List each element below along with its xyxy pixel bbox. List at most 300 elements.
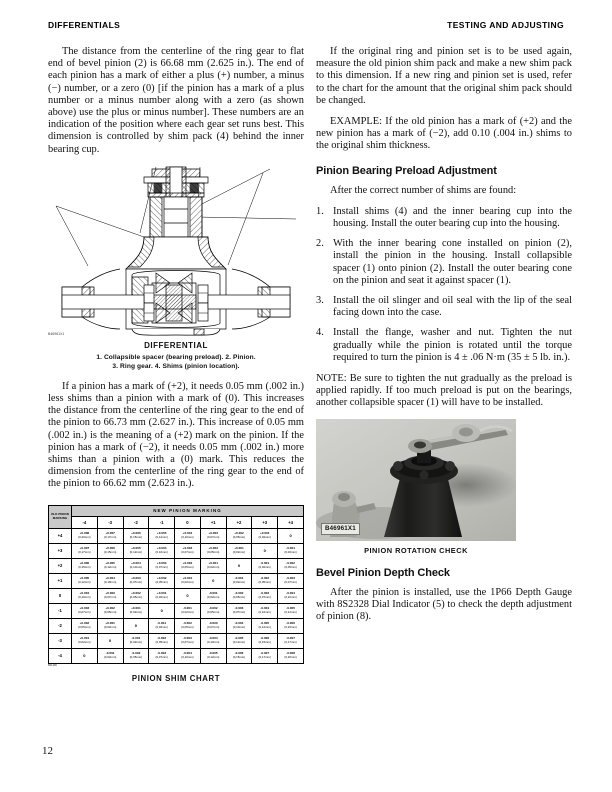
shim-chart-cell	[226, 573, 252, 588]
shim-chart-cell	[123, 603, 149, 618]
shim-chart-cell	[97, 633, 123, 648]
shim-chart-cell	[252, 618, 278, 633]
shim-chart-cell	[97, 588, 123, 603]
shim-cell-inches: 0	[109, 637, 112, 643]
shim-chart-cell	[149, 573, 175, 588]
shim-cell-mm: (0,05mm)	[232, 534, 246, 539]
shim-cell-mm: (0,07mm)	[155, 564, 168, 569]
shim-cell-inches: +0.008	[79, 531, 90, 536]
shim-cell-mm: (0,10mm)	[155, 549, 168, 554]
shim-chart-group-header: NEW PINION MARKING	[72, 505, 304, 516]
shim-cell-mm: (0,02mm)	[284, 549, 297, 554]
shim-chart-col-header-2: -2	[123, 516, 149, 528]
shim-chart-cell	[72, 618, 98, 633]
shim-cell-inches: -0.001	[183, 606, 192, 611]
shim-chart-cell	[200, 648, 226, 663]
shim-cell-mm: (0,05mm)	[207, 549, 220, 554]
shim-cell-inches: +0.003	[79, 606, 90, 611]
shim-cell-inches: +0.004	[105, 576, 115, 581]
shim-cell-mm: (0,12mm)	[155, 534, 168, 539]
shim-chart-body	[49, 528, 304, 663]
shim-chart-cell	[123, 558, 149, 573]
differential-cross-section-figure	[48, 165, 304, 337]
shim-cell-mm: (0,02mm)	[78, 639, 91, 644]
shim-chart-cell	[226, 633, 252, 648]
shim-cell-inches: +0.001	[208, 561, 218, 566]
shim-cell-inches: 0	[83, 652, 86, 658]
shim-chart-cell	[252, 528, 278, 543]
right-paragraph-example: EXAMPLE: If the old pinion has a mark of (+2) and the new pinion has a mark of (−2), add 0.10 (.004 in.) shims to the original shim thickness.	[316, 116, 572, 152]
shim-chart-col-header-7: +3	[252, 516, 278, 528]
shim-chart-cell	[278, 633, 304, 648]
figure-legend-line-2: 3. Ring gear. 4. Shims (pinion location).	[112, 362, 240, 370]
shim-chart-row	[49, 528, 304, 543]
shim-cell-mm: (0,07mm)	[258, 594, 271, 599]
shim-cell-mm: (0,02mm)	[207, 594, 220, 599]
shim-chart-row	[49, 633, 304, 648]
shim-cell-mm: (0,05mm)	[258, 579, 271, 584]
right-paragraph-4: After the pinion is installed, use the 1P66 Depth Gauge with 8S2328 Dial Indicator (5) to check the depth adjustment of pinion (8).	[316, 586, 572, 623]
shim-cell-mm: (0,07mm)	[78, 609, 91, 614]
shim-chart-row	[49, 543, 304, 558]
shim-cell-inches: -0.001	[131, 636, 141, 641]
shim-cell-inches: -0.003	[208, 621, 218, 626]
shim-cell-mm: (0,07mm)	[181, 639, 194, 644]
shim-cell-inches: -0.005	[260, 621, 270, 626]
preload-note: NOTE: Be sure to tighten the nut gradually as the preload is applied rapidly. If too much preload is put on the bearings, another collapsible spacer (1) will have to be installed.	[316, 373, 572, 409]
shim-cell-mm: (0,07mm)	[207, 624, 220, 629]
shim-cell-inches: -0.004	[234, 621, 244, 626]
shim-chart-row	[49, 648, 304, 663]
shim-chart-cell	[252, 603, 278, 618]
shim-cell-inches: 0	[134, 622, 138, 628]
shim-cell-mm: (0,10mm)	[103, 579, 117, 584]
shim-cell-inches: -0.006	[234, 651, 244, 656]
shim-cell-inches: +0.005	[156, 531, 167, 536]
shim-cell-mm: (0,10mm)	[232, 624, 246, 629]
shim-chart-corner-label: OLD PINION MARKING	[49, 505, 72, 528]
shim-chart-cell	[252, 648, 278, 663]
shim-chart-cell	[252, 558, 278, 573]
figure-legend	[48, 353, 304, 371]
shim-cell-inches: -0.003	[157, 651, 167, 656]
shim-chart-cell	[149, 648, 175, 663]
shim-chart-row-header-3: +1	[49, 573, 72, 588]
shim-cell-mm: (0,02mm)	[258, 534, 271, 539]
shim-chart-col-header-5: +1	[200, 516, 226, 528]
shim-chart-cell	[97, 543, 123, 558]
shim-chart-cell	[278, 528, 304, 543]
right-paragraph-3: After the correct number of shims are found:	[330, 184, 517, 196]
shim-chart-cell	[149, 558, 175, 573]
shim-cell-inches: -0.002	[286, 561, 295, 566]
shim-chart-row-header-8: -4	[49, 648, 72, 663]
shim-cell-inches: +0.002	[234, 531, 244, 536]
shim-chart-cell	[72, 558, 98, 573]
shim-chart-cell	[149, 603, 175, 618]
figure-image-id: B46961X1	[48, 331, 65, 336]
shim-chart-row	[49, 588, 304, 603]
shim-cell-mm: (0,10mm)	[78, 594, 91, 599]
shim-chart-row-header-1: +3	[49, 543, 72, 558]
shim-cell-inches: +0.001	[131, 606, 141, 611]
shim-chart-cell	[226, 588, 252, 603]
shim-chart-cell	[252, 588, 278, 603]
shim-cell-inches: -0.002	[208, 606, 218, 611]
shim-cell-mm: (0,10mm)	[258, 609, 271, 614]
shim-cell-inches: -0.004	[286, 591, 295, 596]
heading-bevel-pinion-depth-check: Bevel Pinion Depth Check	[316, 566, 450, 579]
shim-cell-mm: (0,15mm)	[258, 639, 271, 644]
shim-cell-mm: (0,10mm)	[181, 654, 194, 659]
shim-cell-inches: -0.003	[286, 576, 295, 581]
shim-chart-caption: PINION SHIM CHART	[131, 673, 221, 683]
shim-chart-cell	[72, 543, 98, 558]
shim-cell-mm: (0,15mm)	[103, 549, 117, 554]
shim-chart-cell	[200, 588, 226, 603]
shim-chart-cell	[123, 648, 149, 663]
shim-chart-cell	[200, 633, 226, 648]
shim-cell-mm: (0,05mm)	[232, 594, 246, 599]
shim-cell-inches: -0.001	[105, 651, 115, 656]
shim-chart-cell	[149, 618, 175, 633]
shim-chart-row	[49, 573, 304, 588]
running-head-left: DIFFERENTIALS	[48, 20, 121, 30]
shim-cell-inches: -0.003	[183, 636, 192, 641]
shim-chart-cell	[149, 528, 175, 543]
shim-cell-mm: (0,10mm)	[181, 534, 194, 539]
shim-cell-inches: +0.002	[105, 606, 115, 611]
shim-chart-cell	[252, 633, 278, 648]
shim-cell-mm: (0,05mm)	[181, 624, 194, 629]
shim-chart-col-header-0: -4	[72, 516, 98, 528]
shim-cell-mm: (0,12mm)	[78, 579, 91, 584]
left-paragraph-1: The distance from the centerline of the ring gear to flat end of bevel pinion (2) is 66.68 mm (2.625 in.). The end of each pinion has a mark of either a plus (+) number, a minus (−) number, or a zero (0) [if the pinion has a mark of a plus number or a minus number along with a zero (as shown above) use the plus or minus number]. These numbers are an indication of the position where each gear set runs best. This dimension is controlled by shim pack (4) behind the inner bearing cup.	[48, 46, 304, 155]
shim-cell-inches: +0.001	[156, 591, 167, 596]
shim-cell-inches: -0.004	[260, 606, 270, 611]
shim-chart-cell	[175, 603, 201, 618]
shim-cell-inches: +0.006	[105, 546, 115, 551]
shim-cell-inches: -0.001	[157, 621, 167, 626]
shim-cell-mm: (0,05mm)	[181, 564, 194, 569]
shim-cell-inches: -0.006	[260, 636, 270, 641]
shim-cell-mm: (0,05mm)	[103, 609, 117, 614]
shim-cell-inches: -0.003	[260, 591, 270, 596]
shim-cell-mm: (0,17mm)	[284, 639, 297, 644]
shim-cell-inches: +0.001	[182, 576, 193, 581]
shim-chart-cell	[175, 528, 201, 543]
shim-cell-inches: +0.003	[131, 576, 141, 581]
shim-cell-mm: (0,05mm)	[155, 639, 168, 644]
shim-cell-inches: -0.007	[286, 636, 295, 641]
shim-chart-col-header-4: 0	[175, 516, 201, 528]
shim-chart-col-header-3: -1	[149, 516, 175, 528]
figure-legend-line-1: 1. Collapsible spacer (bearing preload). 2. Pinion.	[96, 353, 256, 361]
shim-chart-row	[49, 618, 304, 633]
step-text: Install shims (4) and the inner bearing cup into the housing. Install the outer bearing cup into the housing.	[333, 205, 572, 230]
shim-chart-cell	[226, 543, 252, 558]
shim-chart-cell	[278, 558, 304, 573]
shim-chart-cell	[72, 648, 98, 663]
shim-cell-mm: (0,17mm)	[78, 549, 91, 554]
preload-step-2	[316, 238, 572, 287]
shim-cell-mm: (0,07mm)	[155, 654, 168, 659]
shim-chart-row-header-6: -2	[49, 618, 72, 633]
shim-chart-cell	[226, 603, 252, 618]
shim-chart-cell	[278, 603, 304, 618]
shim-cell-inches: -0.001	[260, 561, 270, 566]
shim-chart-cell	[200, 543, 226, 558]
shim-cell-inches: 0	[289, 532, 292, 538]
shim-cell-inches: +0.003	[105, 591, 115, 596]
shim-cell-inches: -0.004	[183, 651, 192, 656]
shim-cell-inches: -0.002	[260, 576, 270, 581]
shim-chart-cell	[200, 558, 226, 573]
shim-chart-row-header-4: 0	[49, 588, 72, 603]
differential-drawing-svg	[48, 165, 304, 337]
step-number: 3.	[316, 295, 324, 307]
shim-cell-mm: (0,02mm)	[181, 609, 194, 614]
shim-cell-mm: (0,17mm)	[103, 534, 117, 539]
shim-cell-inches: +0.006	[131, 531, 141, 536]
preload-step-3	[316, 295, 572, 319]
shim-cell-mm: (0,02mm)	[232, 549, 246, 554]
photo-caption: PINION ROTATION CHECK	[364, 545, 468, 555]
shim-cell-mm: (0,10mm)	[284, 594, 297, 599]
shim-cell-inches: -0.007	[260, 651, 270, 656]
shim-chart-col-header-8: +4	[278, 516, 304, 528]
shim-chart-cell	[123, 528, 149, 543]
page-number: 12	[42, 745, 53, 757]
shim-cell-inches: +0.006	[79, 561, 90, 566]
shim-cell-mm: (0,02mm)	[181, 579, 194, 584]
shim-chart-row	[49, 558, 304, 573]
shim-cell-mm: (0,07mm)	[207, 534, 220, 539]
shim-cell-inches: -0.001	[286, 546, 295, 551]
shim-chart-cell	[97, 648, 123, 663]
shim-cell-inches: +0.003	[208, 531, 218, 536]
shim-chart-cell	[175, 543, 201, 558]
shim-cell-mm: (0,12mm)	[232, 639, 246, 644]
shim-chart-cell	[278, 573, 304, 588]
chart-image-id: B01286	[48, 663, 57, 667]
shim-cell-inches: -0.004	[208, 636, 218, 641]
shim-cell-mm: (0,15mm)	[232, 654, 246, 659]
shim-cell-inches: -0.005	[286, 606, 295, 611]
shim-chart-cell	[278, 588, 304, 603]
shim-chart-row-header-7: -3	[49, 633, 72, 648]
shim-cell-mm: (0,02mm)	[155, 624, 168, 629]
preload-step-4	[316, 327, 572, 364]
pinion-shim-chart	[48, 505, 304, 667]
shim-cell-mm: (0,12mm)	[103, 564, 117, 569]
shim-cell-mm: (0,02mm)	[258, 564, 271, 569]
shim-cell-mm: (0,02mm)	[207, 564, 220, 569]
shim-cell-inches: -0.005	[234, 636, 244, 641]
shim-cell-inches: +0.007	[79, 546, 90, 551]
shim-cell-inches: +0.001	[234, 546, 244, 551]
running-head-right: TESTING AND ADJUSTING	[447, 20, 564, 30]
shim-chart-row-header-5: -1	[49, 603, 72, 618]
left-column	[48, 46, 304, 683]
shim-chart-cell	[252, 573, 278, 588]
preload-steps-list	[316, 206, 572, 364]
shim-chart-cell	[149, 588, 175, 603]
shim-cell-mm: (0,07mm)	[181, 549, 194, 554]
right-column	[316, 46, 572, 632]
shim-cell-inches: -0.003	[234, 606, 244, 611]
shim-cell-inches: +0.004	[131, 561, 141, 566]
shim-cell-mm: (0,07mm)	[129, 579, 143, 584]
step-number: 1.	[316, 205, 324, 217]
shim-cell-inches: +0.002	[182, 561, 193, 566]
shim-chart-cell	[97, 618, 123, 633]
shim-cell-mm: (0,07mm)	[103, 594, 117, 599]
shim-cell-mm: (0,05mm)	[129, 594, 143, 599]
shim-cell-inches: 0	[237, 562, 241, 568]
shim-chart-cell	[200, 603, 226, 618]
shim-cell-inches: +0.005	[105, 561, 115, 566]
shim-chart-cell	[123, 618, 149, 633]
shim-chart-cell	[200, 528, 226, 543]
shim-cell-inches: -0.002	[183, 621, 192, 626]
shim-cell-mm: (0,17mm)	[258, 654, 271, 659]
shim-chart-cell	[226, 648, 252, 663]
shim-cell-mm: (0,02mm)	[103, 654, 117, 659]
shim-chart-cell	[123, 573, 149, 588]
shim-cell-mm: (0,02mm)	[129, 609, 143, 614]
shim-chart-cell	[226, 558, 252, 573]
shim-chart-row-header-0: +4	[49, 528, 72, 543]
shim-chart-cell	[97, 528, 123, 543]
shim-chart-cell	[123, 633, 149, 648]
shim-chart-cell	[72, 633, 98, 648]
step-number: 4.	[316, 327, 324, 339]
shim-cell-mm: (0,15mm)	[284, 624, 297, 629]
preload-step-1	[316, 206, 572, 230]
step-text: Install the flange, washer and nut. Tighten the nut gradually while the pinion is rotated until the torque required to turn the pinion is 4 ± .06 N·m (35 ± 5 lb. in.).	[333, 327, 572, 363]
shim-cell-mm: (0,05mm)	[207, 609, 220, 614]
shim-cell-inches: +0.004	[182, 531, 193, 536]
shim-cell-inches: -0.001	[208, 591, 218, 596]
figure-caption-title: DIFFERENTIAL	[144, 340, 208, 350]
heading-pinion-bearing-preload: Pinion Bearing Preload Adjustment	[316, 164, 497, 177]
shim-chart-cell	[175, 588, 201, 603]
shim-chart-cell	[175, 618, 201, 633]
shim-chart-row	[49, 603, 304, 618]
photo-image-id: B46961X1	[321, 523, 360, 535]
shim-chart-cell	[123, 543, 149, 558]
shim-cell-inches: +0.002	[208, 546, 218, 551]
shim-chart-cell	[72, 603, 98, 618]
shim-cell-mm: (0,10mm)	[207, 639, 220, 644]
step-text: Install the oil slinger and oil seal with the lip of the seal facing down into the case.	[333, 295, 572, 319]
shim-chart-cell	[72, 573, 98, 588]
shim-cell-inches: +0.002	[156, 576, 167, 581]
shim-cell-inches: +0.005	[79, 576, 90, 581]
shim-chart-cell	[149, 543, 175, 558]
shim-cell-inches: 0	[186, 592, 189, 598]
shim-cell-inches: +0.003	[156, 561, 167, 566]
shim-chart-cell	[175, 573, 201, 588]
shim-cell-inches: -0.002	[157, 636, 167, 641]
shim-chart-table	[48, 505, 304, 664]
shim-cell-mm: (0,12mm)	[258, 624, 271, 629]
shim-cell-inches: +0.002	[79, 621, 90, 626]
step-text: With the inner bearing cone installed on pinion (2), install the pinion in the housing. Install collapsible spacer (1) onto pinion (2). Install the outer bearing cone on the pinion and seat it against spacer (1).	[333, 238, 572, 286]
right-paragraph-1: If the original ring and pinion set is to be used again, measure the old pinion shim pack and make a new shim pack to this dimension. If a new ring and pinion set is used, refer to the chart for the amount that the original shim pack should be changed.	[316, 46, 572, 106]
shim-cell-mm: (0,05mm)	[284, 564, 297, 569]
shim-chart-cell	[175, 648, 201, 663]
shim-chart-cell	[72, 528, 98, 543]
shim-cell-inches: -0.002	[234, 591, 244, 596]
shim-cell-mm: (0,12mm)	[284, 609, 297, 614]
shim-chart-cell	[175, 558, 201, 573]
shim-cell-mm: (0,20mm)	[78, 534, 91, 539]
pinion-rotation-photo	[316, 419, 516, 541]
shim-chart-cell	[278, 543, 304, 558]
shim-cell-inches: +0.003	[182, 546, 193, 551]
shim-chart-row-header-2: +2	[49, 558, 72, 573]
shim-cell-inches: +0.002	[131, 591, 141, 596]
shim-cell-mm: (0,07mm)	[284, 579, 297, 584]
shim-chart-col-header-6: +2	[226, 516, 252, 528]
shim-chart-column-header-row	[49, 516, 304, 528]
shim-chart-cell	[175, 633, 201, 648]
shim-cell-inches: -0.008	[286, 651, 295, 656]
shim-cell-mm: (0,02mm)	[155, 594, 168, 599]
shim-cell-inches: +0.001	[259, 531, 270, 536]
shim-chart-cell	[200, 618, 226, 633]
shim-chart-col-header-1: -3	[97, 516, 123, 528]
shim-cell-mm: (0,02mm)	[103, 624, 117, 629]
shim-chart-cell	[278, 648, 304, 663]
shim-cell-inches: -0.001	[234, 576, 244, 581]
shim-cell-mm: (0,15mm)	[78, 564, 91, 569]
shim-cell-inches: +0.005	[131, 546, 141, 551]
shim-chart-cell	[149, 633, 175, 648]
shim-chart-cell	[226, 528, 252, 543]
shim-cell-inches: -0.006	[286, 621, 295, 626]
shim-cell-inches: +0.004	[156, 546, 167, 551]
shim-cell-mm: (0,05mm)	[155, 579, 168, 584]
shim-cell-mm: (0,05mm)	[78, 624, 91, 629]
shim-chart-cell	[252, 543, 278, 558]
shim-cell-inches: +0.007	[105, 531, 115, 536]
shim-cell-mm: (0,02mm)	[232, 579, 246, 584]
shim-chart-cell	[97, 573, 123, 588]
shim-chart-cell	[72, 588, 98, 603]
shim-cell-inches: -0.002	[131, 651, 141, 656]
shim-cell-mm: (0,15mm)	[129, 534, 143, 539]
left-paragraph-2: If a pinion has a mark of (+2), it needs 0.05 mm (.002 in.) less shims than a pinion with a mark of (0). This increases the distance from the centerline of the ring gear to the end of the pinion to 66.73 mm (2.627 in.). This increase of 0.05 mm (.002 in.) is the meaning of a (+2) mark on the pinion. If the pinion has a mark of (−2), it needs 0.05 mm (.002 in.) more shims than a pinion with a (0) mark. This reduces the dimension from the centerline of the ring gear to the end of the pinion to 66.62 mm (2.623 in.).	[48, 380, 304, 490]
shim-chart-group-header-row	[49, 505, 304, 516]
shim-cell-inches: 0	[160, 607, 163, 613]
shim-cell-inches: +0.001	[79, 636, 90, 641]
shim-cell-inches: 0	[212, 577, 215, 583]
shim-cell-mm: (0,12mm)	[207, 654, 220, 659]
shim-cell-inches: -0.005	[208, 651, 218, 656]
shim-cell-mm: (0,07mm)	[232, 609, 246, 614]
shim-chart-cell	[97, 603, 123, 618]
shim-cell-inches: 0	[263, 547, 266, 553]
shim-chart-cell	[200, 573, 226, 588]
shim-cell-inches: +0.001	[105, 621, 115, 626]
shim-chart-cell	[226, 618, 252, 633]
shim-cell-mm: (0,05mm)	[129, 654, 143, 659]
shim-chart-cell	[123, 588, 149, 603]
shim-chart-cell	[278, 618, 304, 633]
